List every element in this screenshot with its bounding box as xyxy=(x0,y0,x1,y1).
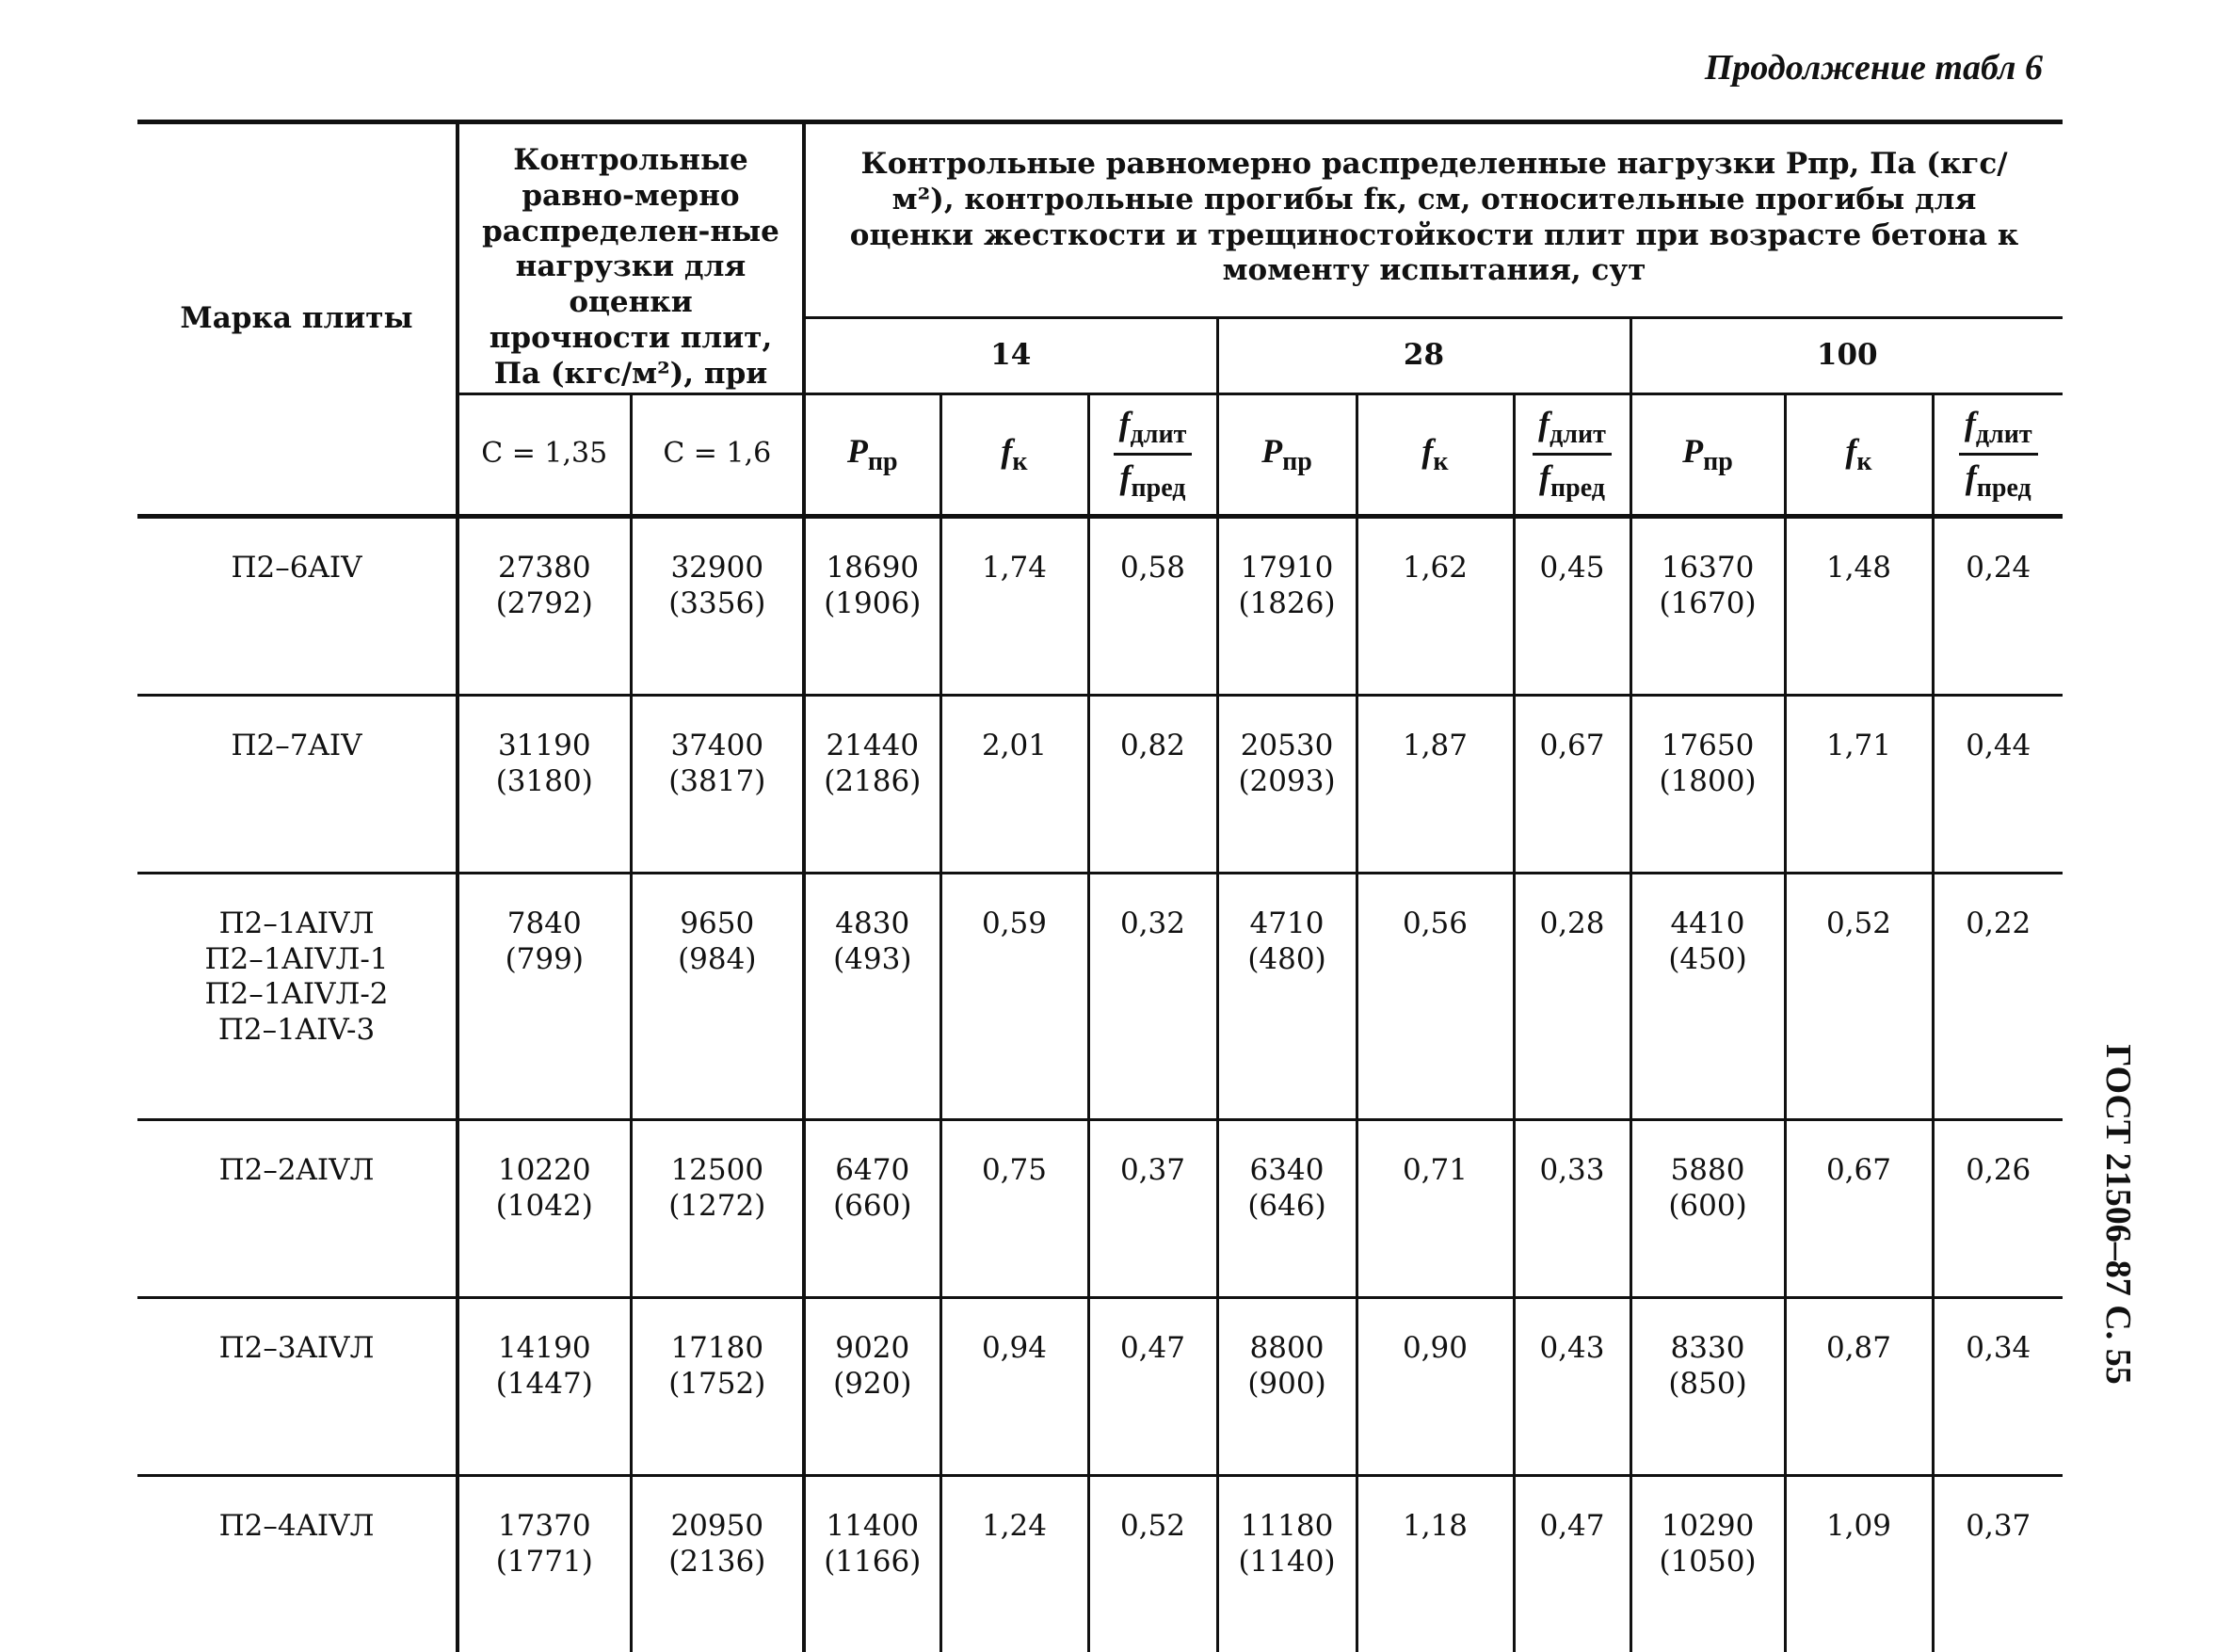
cell-line: (2093) xyxy=(1238,763,1336,798)
cell-line: 4830 xyxy=(835,906,910,940)
cell-line: (1800) xyxy=(1659,763,1757,798)
fk-d28-cell xyxy=(1357,873,1514,1119)
p-d28-cell xyxy=(1217,1119,1357,1297)
cell-line: 10290 xyxy=(1661,1508,1755,1543)
p-d28-cell xyxy=(1217,516,1357,695)
cell-line: 0,58 xyxy=(1119,550,1186,585)
cell-line: 0,37 xyxy=(1119,1152,1186,1187)
cell-line: 21440 xyxy=(826,728,920,762)
strength-c135-cell xyxy=(458,695,631,873)
cell-line: 10220 xyxy=(497,1152,591,1187)
strength-c16-cell xyxy=(631,1475,804,1652)
p-d14-cell xyxy=(804,1297,940,1475)
cell-line: (1771) xyxy=(495,1544,593,1579)
cell-line: 0,22 xyxy=(1966,906,2031,940)
header-ratio100 xyxy=(1933,393,2063,516)
cell-line: 6470 xyxy=(835,1152,910,1187)
cell-line: 17370 xyxy=(497,1508,591,1543)
p-d100-cell xyxy=(1630,1475,1785,1652)
cell-line: П2–1AIVЛ-1 xyxy=(204,941,389,976)
brand-cell xyxy=(137,1475,458,1652)
fk-d28-cell xyxy=(1357,1297,1514,1475)
cell-line: П2–2AIVЛ xyxy=(218,1152,375,1187)
cell-line: 20950 xyxy=(670,1508,764,1543)
cell-line: (3180) xyxy=(495,763,593,798)
fk-d100-cell xyxy=(1785,1475,1933,1652)
fk-d28-cell xyxy=(1357,516,1514,695)
fk-symbol: $f_к$ xyxy=(1001,431,1028,476)
cell-line: 1,24 xyxy=(981,1508,1048,1543)
cell-line: (1140) xyxy=(1238,1544,1336,1579)
cell-line: (3356) xyxy=(668,585,766,620)
cell-line: 0,71 xyxy=(1402,1152,1469,1187)
header-fk100 xyxy=(1785,393,1933,516)
brand-cell xyxy=(137,695,458,873)
cell-line: 0,32 xyxy=(1119,906,1186,940)
p-d28-cell xyxy=(1217,873,1357,1119)
header-p28 xyxy=(1217,393,1357,516)
cell-line: 1,48 xyxy=(1825,550,1892,585)
cell-line: П2–4AIVЛ xyxy=(218,1508,375,1543)
cell-line: 12500 xyxy=(670,1152,764,1187)
cell-line: 0,37 xyxy=(1966,1508,2031,1543)
cell-line: (920) xyxy=(833,1366,912,1401)
header-ratio28 xyxy=(1514,393,1630,516)
header-p100 xyxy=(1630,393,1785,516)
cell-line: 0,75 xyxy=(981,1152,1048,1187)
cell-line: 17910 xyxy=(1240,550,1334,585)
cell-line: 0,52 xyxy=(1119,1508,1186,1543)
cell-line: (984) xyxy=(678,941,757,976)
strength-c16-cell xyxy=(631,1119,804,1297)
cell-line: (493) xyxy=(833,941,912,976)
cell-line: 20530 xyxy=(1240,728,1334,762)
strength-c135-cell xyxy=(458,516,631,695)
ratio-d14-cell xyxy=(1088,1475,1217,1652)
cell-line: 1,18 xyxy=(1402,1508,1469,1543)
p-d14-cell xyxy=(804,873,940,1119)
cell-line: 17650 xyxy=(1661,728,1755,762)
cell-line: 4410 xyxy=(1670,906,1745,940)
cell-line: 0,34 xyxy=(1966,1330,2031,1365)
cell-line: 0,47 xyxy=(1539,1508,1605,1543)
ratio-d14-cell xyxy=(1088,1297,1217,1475)
header-age-28: 28 xyxy=(1217,317,1630,393)
fk-d28-cell xyxy=(1357,1475,1514,1652)
cell-line: 16370 xyxy=(1661,550,1755,585)
cell-line: 0,82 xyxy=(1119,728,1186,762)
cell-line: (1826) xyxy=(1238,585,1336,620)
cell-line: 1,87 xyxy=(1402,728,1469,762)
p-d100-cell xyxy=(1630,1119,1785,1297)
brand-cell xyxy=(137,1119,458,1297)
ratio-d14-cell xyxy=(1088,1119,1217,1297)
strength-c135-cell xyxy=(458,1119,631,1297)
cell-line: 0,87 xyxy=(1825,1330,1892,1365)
cell-line: 1,71 xyxy=(1825,728,1892,762)
ratio-d28-cell xyxy=(1514,1297,1630,1475)
table-row xyxy=(137,1119,2063,1297)
ratio-d14-cell xyxy=(1088,516,1217,695)
cell-line: (646) xyxy=(1247,1188,1326,1223)
p-d14-cell xyxy=(804,1119,940,1297)
standard-page-code xyxy=(2090,1044,2146,1385)
cell-line: (1166) xyxy=(824,1544,922,1579)
strength-c135-cell xyxy=(458,1297,631,1475)
header-c-135: C = 1,35 xyxy=(458,393,631,516)
cell-line: 0,45 xyxy=(1539,550,1605,585)
ratio-d100-cell xyxy=(1933,1119,2063,1297)
fk-d14-cell xyxy=(940,1297,1088,1475)
header-fk14 xyxy=(940,393,1088,516)
cell-line: (2136) xyxy=(668,1544,766,1579)
cell-line: (1670) xyxy=(1659,585,1757,620)
ratio-d14-cell xyxy=(1088,695,1217,873)
cell-line: П2–1AIVЛ-2 xyxy=(204,977,389,1012)
cell-line: 0,26 xyxy=(1966,1152,2031,1187)
ratio-d28-cell xyxy=(1514,873,1630,1119)
ratio-symbol: $\frac{f_{длит}}{f_{пред}}$ xyxy=(1533,404,1612,505)
cell-line: 0,44 xyxy=(1966,728,2031,762)
fk-d14-cell xyxy=(940,1119,1088,1297)
p-d14-cell xyxy=(804,516,940,695)
cell-line: 2,01 xyxy=(981,728,1048,762)
p-d14-cell xyxy=(804,695,940,873)
cell-line: (660) xyxy=(833,1188,912,1223)
p-d100-cell xyxy=(1630,516,1785,695)
ratio-d100-cell xyxy=(1933,1297,2063,1475)
header-stiffness-loads: Контрольные равномерно распределенные нагрузки Pпр, Па (кгс/м²), контрольные прогибы fк, см, относительные прогибы для оценки жесткости и трещиностойкости плит при возрасте бетона к моменту испытания, сут xyxy=(804,122,2063,318)
table-continuation-caption: Продолжение табл 6 xyxy=(1704,48,2043,88)
cell-line: П2–7AIV xyxy=(231,728,362,762)
p-symbol: $P_{пр}$ xyxy=(1682,431,1733,476)
p-d100-cell xyxy=(1630,695,1785,873)
fk-d28-cell xyxy=(1357,1119,1514,1297)
cell-line: (3817) xyxy=(668,763,766,798)
cell-line: (1447) xyxy=(495,1366,593,1401)
table-body xyxy=(137,516,2063,1652)
strength-c135-cell xyxy=(458,873,631,1119)
fk-d14-cell xyxy=(940,695,1088,873)
cell-line: (1906) xyxy=(824,585,922,620)
ratio-d14-cell xyxy=(1088,873,1217,1119)
ratio-d28-cell xyxy=(1514,695,1630,873)
table-row xyxy=(137,516,2063,695)
header-age-14: 14 xyxy=(804,317,1217,393)
table-row xyxy=(137,1297,2063,1475)
cell-line: 1,09 xyxy=(1825,1508,1892,1543)
cell-line: 14190 xyxy=(497,1330,591,1365)
header-age-100: 100 xyxy=(1630,317,2063,393)
ratio-symbol: $\frac{f_{длит}}{f_{пред}}$ xyxy=(1959,404,2038,505)
fk-d28-cell xyxy=(1357,695,1514,873)
ratio-d100-cell xyxy=(1933,695,2063,873)
cell-line: П2–6AIV xyxy=(231,550,362,585)
loads-table xyxy=(137,120,2063,1652)
fk-symbol: $f_к$ xyxy=(1845,431,1872,476)
cell-line: 18690 xyxy=(826,550,920,585)
fk-d100-cell xyxy=(1785,1297,1933,1475)
fk-d100-cell xyxy=(1785,516,1933,695)
cell-line: 4710 xyxy=(1249,906,1325,940)
header-strength-loads: Контрольные равно-мерно распределен-ные нагрузки для оценки прочности плит, Па (кгс/м²), при xyxy=(458,122,804,394)
cell-line: (1272) xyxy=(668,1188,766,1223)
table-row xyxy=(137,1475,2063,1652)
header-c-16: C = 1,6 xyxy=(631,393,804,516)
fk-symbol: $f_к$ xyxy=(1421,431,1449,476)
header-ratio14 xyxy=(1088,393,1217,516)
cell-line: 0,90 xyxy=(1402,1330,1469,1365)
cell-line: 0,33 xyxy=(1539,1152,1605,1187)
cell-line: 32900 xyxy=(670,550,764,585)
cell-line: 7840 xyxy=(506,906,582,940)
cell-line: 0,59 xyxy=(981,906,1048,940)
cell-line: 0,24 xyxy=(1966,550,2031,585)
ratio-d100-cell xyxy=(1933,516,2063,695)
cell-line: 8330 xyxy=(1670,1330,1745,1365)
brand-cell xyxy=(137,873,458,1119)
cell-line: П2–1AIVЛ xyxy=(218,906,375,940)
cell-line: 11400 xyxy=(826,1508,920,1543)
cell-line: 11180 xyxy=(1240,1508,1334,1543)
fk-d100-cell xyxy=(1785,695,1933,873)
p-d28-cell xyxy=(1217,695,1357,873)
cell-line: 0,56 xyxy=(1402,906,1469,940)
cell-line: 31190 xyxy=(497,728,591,762)
p-d100-cell xyxy=(1630,1297,1785,1475)
cell-line: (900) xyxy=(1247,1366,1326,1401)
brand-cell xyxy=(137,1297,458,1475)
cell-line: 0,43 xyxy=(1539,1330,1605,1365)
brand-cell xyxy=(137,516,458,695)
header-brand: Марка плиты xyxy=(137,122,458,517)
fk-d14-cell xyxy=(940,516,1088,695)
p-d28-cell xyxy=(1217,1475,1357,1652)
cell-line: (1042) xyxy=(495,1188,593,1223)
fk-d14-cell xyxy=(940,1475,1088,1652)
cell-line: (850) xyxy=(1668,1366,1747,1401)
strength-c16-cell xyxy=(631,1297,804,1475)
p-d100-cell xyxy=(1630,873,1785,1119)
cell-line: (1050) xyxy=(1659,1544,1757,1579)
cell-line: (2792) xyxy=(495,585,593,620)
cell-line: П2–3AIVЛ xyxy=(218,1330,375,1365)
header-p14 xyxy=(804,393,940,516)
strength-c16-cell xyxy=(631,516,804,695)
fk-d100-cell xyxy=(1785,1119,1933,1297)
ratio-d28-cell xyxy=(1514,1475,1630,1652)
cell-line: 1,62 xyxy=(1402,550,1469,585)
cell-line: 0,28 xyxy=(1539,906,1605,940)
ratio-symbol: $\frac{f_{длит}}{f_{пред}}$ xyxy=(1114,404,1193,505)
strength-c16-cell xyxy=(631,695,804,873)
cell-line: 17180 xyxy=(670,1330,764,1365)
standard-page-code-text: ГОСТ 21506–87 С. 55 xyxy=(2098,1044,2138,1385)
cell-line: 0,52 xyxy=(1825,906,1892,940)
cell-line: 5880 xyxy=(1670,1152,1745,1187)
p-d28-cell xyxy=(1217,1297,1357,1475)
cell-line: П2–1AIV-3 xyxy=(217,1013,376,1048)
cell-line: (600) xyxy=(1668,1188,1747,1223)
cell-line: (799) xyxy=(505,941,584,976)
fk-d14-cell xyxy=(940,873,1088,1119)
table-row xyxy=(137,695,2063,873)
cell-line: 37400 xyxy=(670,728,764,762)
strength-c16-cell xyxy=(631,873,804,1119)
strength-c135-cell xyxy=(458,1475,631,1652)
cell-line: 8800 xyxy=(1249,1330,1325,1365)
p-symbol: $P_{пр}$ xyxy=(846,431,898,476)
p-symbol: $P_{пр}$ xyxy=(1261,431,1312,476)
cell-line: 1,74 xyxy=(981,550,1048,585)
cell-line: 0,47 xyxy=(1119,1330,1186,1365)
p-d14-cell xyxy=(804,1475,940,1652)
cell-line: (450) xyxy=(1668,941,1747,976)
cell-line: 0,67 xyxy=(1825,1152,1892,1187)
cell-line: (1752) xyxy=(668,1366,766,1401)
ratio-d100-cell xyxy=(1933,873,2063,1119)
cell-line: 9650 xyxy=(680,906,755,940)
cell-line: 27380 xyxy=(497,550,591,585)
ratio-d28-cell xyxy=(1514,1119,1630,1297)
cell-line: (2186) xyxy=(824,763,922,798)
cell-line: 6340 xyxy=(1249,1152,1325,1187)
fk-d100-cell xyxy=(1785,873,1933,1119)
header-fk28 xyxy=(1357,393,1514,516)
ratio-d28-cell xyxy=(1514,516,1630,695)
cell-line: 0,94 xyxy=(981,1330,1048,1365)
cell-line: 0,67 xyxy=(1539,728,1605,762)
cell-line: (480) xyxy=(1247,941,1326,976)
cell-line: 9020 xyxy=(835,1330,910,1365)
table-row xyxy=(137,873,2063,1119)
ratio-d100-cell xyxy=(1933,1475,2063,1652)
